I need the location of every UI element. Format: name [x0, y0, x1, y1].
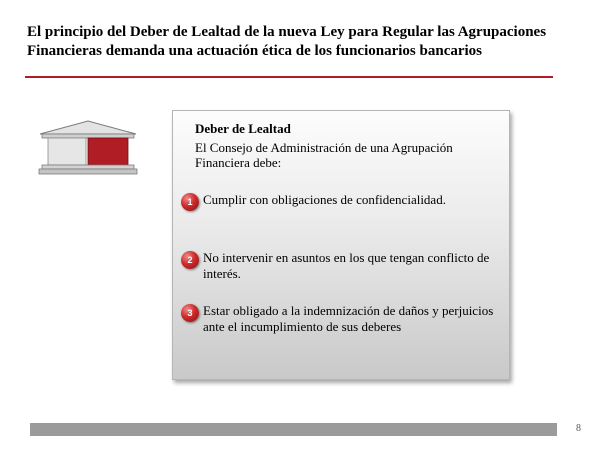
number-badge: 3 — [181, 304, 199, 322]
footer-bar — [30, 423, 557, 436]
title-divider — [25, 76, 553, 78]
list-item-text: Estar obligado a la indemnización de daños y perjuicios ante el incumplimiento de sus deberes — [203, 303, 494, 334]
page-number: 8 — [576, 423, 581, 434]
bank-building-icon — [38, 120, 138, 176]
list-item-text: Cumplir con obligaciones de confidencialidad. — [203, 192, 446, 207]
number-badge: 2 — [181, 251, 199, 269]
duty-of-loyalty-panel — [172, 110, 510, 380]
panel-intro: El Consejo de Administración de una Agrupación Financiera debe: — [195, 140, 453, 170]
list-item-text: No intervenir en asuntos en los que tengan conflicto de interés. — [203, 250, 490, 281]
number-badge: 1 — [181, 193, 199, 211]
slide-title: El principio del Deber de Lealtad de la nueva Ley para Regular las Agrupaciones Financieras demanda una actuación ética de los funcionarios bancarios — [27, 24, 547, 59]
panel-heading: Deber de Lealtad — [195, 121, 291, 136]
